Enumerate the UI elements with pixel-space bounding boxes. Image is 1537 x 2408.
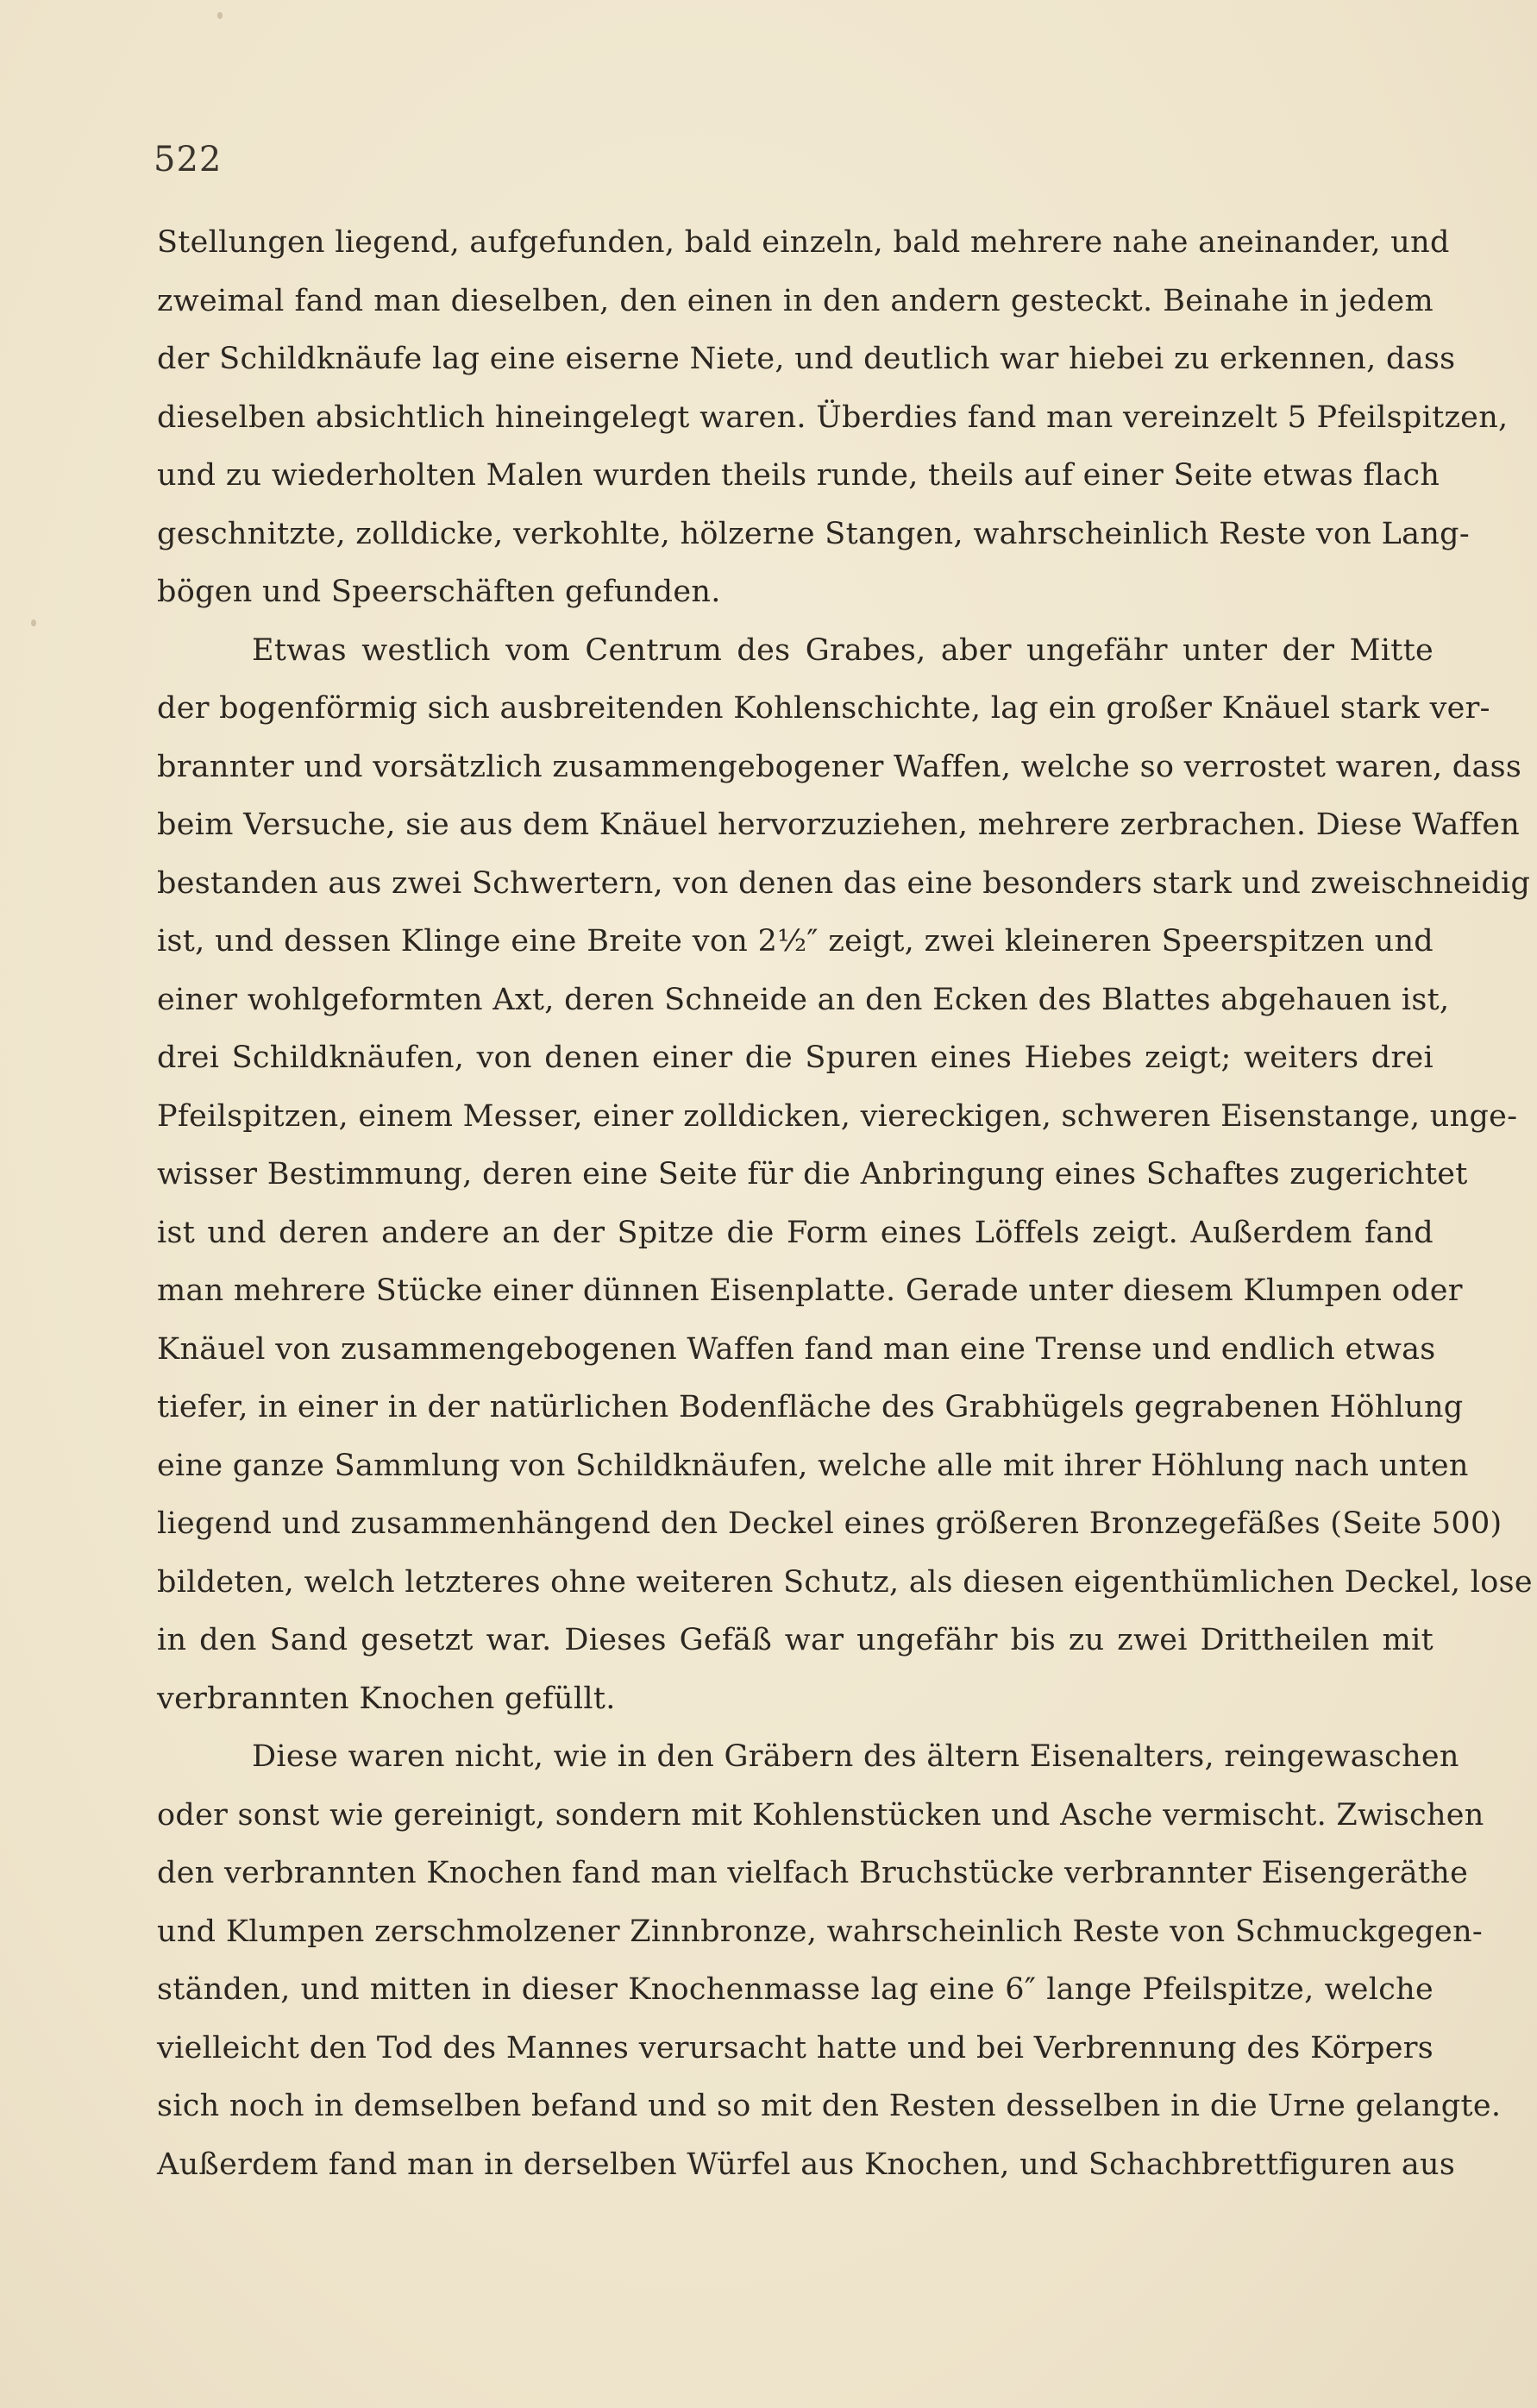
text-line: brannter und vorsätzlich zusammengebogener Waffen, welche so verrostet waren, dass — [157, 749, 1522, 784]
text-line: dieselben absichtlich hineingelegt waren. Überdies fand man vereinzelt 5 Pfeilspitzen, — [157, 399, 1509, 435]
text-line: wisser Bestimmung, deren eine Seite für die Anbringung eines Schaftes zugerichtet — [157, 1157, 1468, 1191]
text-line: den verbrannten Knochen fand man vielfach Bruchstücke verbrannter Eisengeräthe — [157, 1856, 1469, 1890]
text-line: tiefer, in einer in der natürlichen Bodenfläche des Grabhügels gegrabenen Höhlung — [157, 1390, 1464, 1424]
text-line: bögen und Speerschäften gefunden. — [157, 575, 721, 609]
text-line: Diese waren nicht, wie in den Gräbern des ältern Eisenalters, reingewaschen — [252, 1739, 1459, 1774]
paper-speck — [31, 619, 36, 626]
text-line: man mehrere Stücke einer dünnen Eisenplatte. Gerade unter diesem Klumpen oder — [157, 1273, 1463, 1308]
text-line: ist, und dessen Klinge eine Breite von 2½″ zeigt, zwei kleineren Speerspitzen und — [157, 924, 1433, 959]
text-line: beim Versuche, sie aus dem Knäuel hervorzuziehen, mehrere zerbrachen. Diese Waffen — [157, 808, 1521, 842]
text-line: Pfeilspitzen, einem Messer, einer zolldicken, viereckigen, schweren Eisenstange, unge- — [157, 1098, 1518, 1134]
text-line: geschnitzte, zolldicke, verkohlte, hölzerne Stangen, wahrscheinlich Reste von Lang- — [157, 516, 1470, 551]
text-line: verbrannten Knochen gefüllt. — [157, 1681, 616, 1716]
text-line: zweimal fand man dieselben, den einen in den andern gesteckt. Beinahe in jedem — [157, 283, 1433, 318]
text-line: in den Sand gesetzt war. Dieses Gefäß war ungefähr bis zu zwei Drittheilen mit — [157, 1623, 1433, 1657]
text-line: Stellungen liegend, aufgefunden, bald einzeln, bald mehrere nahe aneinander, und — [157, 225, 1450, 260]
text-line: eine ganze Sammlung von Schildknäufen, welche alle mit ihrer Höhlung nach unten — [157, 1448, 1469, 1483]
text-line: sich noch in demselben befand und so mit den Resten desselben in die Urne gelangte. — [157, 2089, 1502, 2123]
text-line: und zu wiederholten Malen wurden theils runde, theils auf einer Seite etwas flach — [157, 458, 1440, 493]
text-line: bestanden aus zwei Schwertern, von denen das eine besonders stark und zweischneidig — [157, 865, 1531, 901]
text-line: Etwas westlich vom Centrum des Grabes, aber ungefähr unter der Mitte — [252, 632, 1433, 668]
text-line: Außerdem fand man in derselben Würfel aus Knochen, und Schachbrettfiguren aus — [157, 2147, 1456, 2182]
text-line: der Schildknäufe lag eine eiserne Niete, und deutlich war hiebei zu erkennen, dass — [157, 342, 1456, 376]
text-line: liegend und zusammenhängend den Deckel eines größeren Bronzegefäßes (Seite 500) — [157, 1506, 1502, 1541]
text-line: vielleicht den Tod des Mannes verursacht hatte und bei Verbrennung des Körpers — [157, 2030, 1433, 2065]
text-line: oder sonst wie gereinigt, sondern mit Kohlenstücken und Asche vermischt. Zwischen — [157, 1797, 1484, 1833]
text-line: drei Schildknäufen, von denen einer die Spuren eines Hiebes zeigt; weiters drei — [157, 1041, 1433, 1075]
body-text — [157, 214, 1533, 2194]
text-line: ständen, und mitten in dieser Knochenmasse lag eine 6″ lange Pfeilspitze, welche — [157, 1972, 1433, 2007]
text-line: der bogenförmig sich ausbreitenden Kohlenschichte, lag ein großer Knäuel stark ver- — [157, 691, 1490, 726]
text-line: ist und deren andere an der Spitze die Form eines Löffels zeigt. Außerdem fand — [157, 1215, 1433, 1250]
page-number: 522 — [154, 140, 223, 179]
text-line: und Klumpen zerschmolzener Zinnbronze, wahrscheinlich Reste von Schmuckgegen- — [157, 1914, 1484, 1949]
text-line: bildeten, welch letzteres ohne weiteren Schutz, als diesen eigenthümlichen Deckel, lose — [157, 1564, 1533, 1600]
text-line: einer wohlgeformten Axt, deren Schneide an den Ecken des Blattes abgehauen ist, — [157, 982, 1450, 1017]
paper-speck — [217, 12, 223, 19]
text-line: Knäuel von zusammengebogenen Waffen fand man eine Trense und endlich etwas — [157, 1331, 1436, 1367]
